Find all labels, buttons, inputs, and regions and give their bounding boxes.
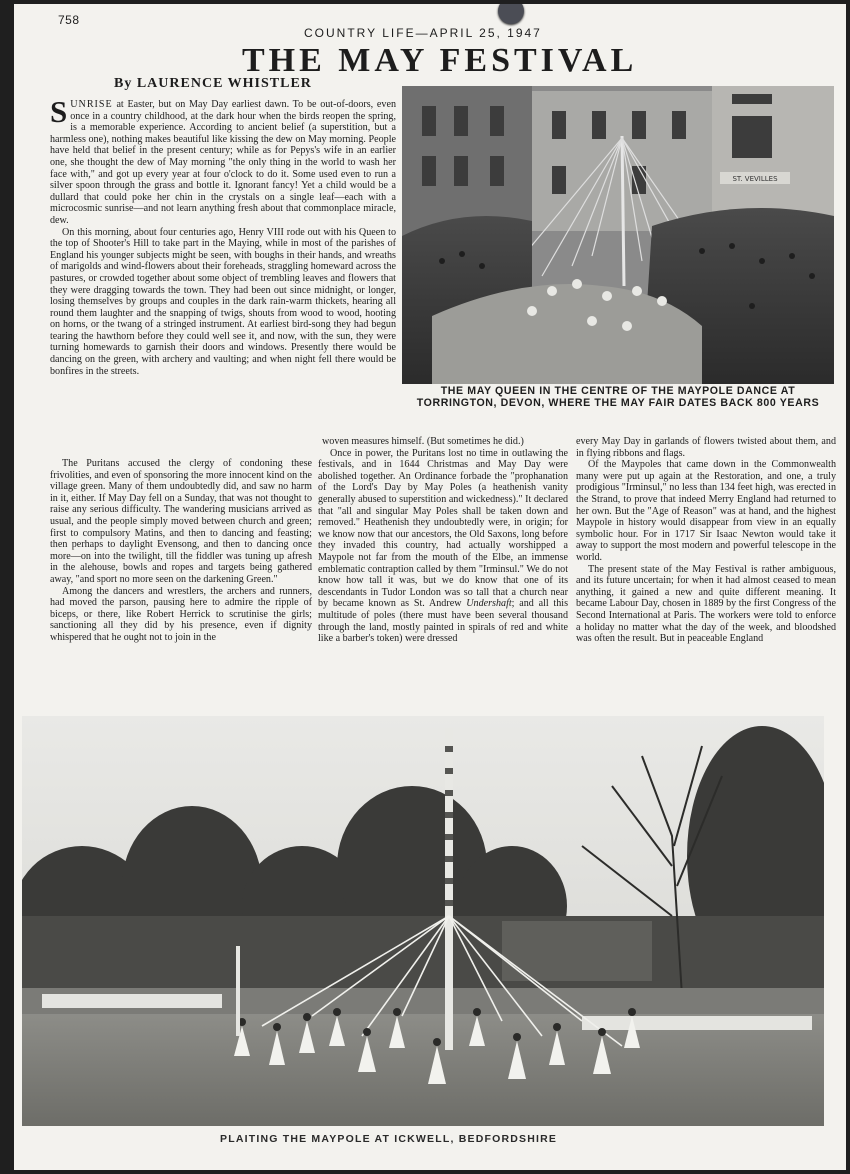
paragraph (318, 448, 568, 645)
paragraph: The present state of the May Festival is rather ambiguous, and its future uncertain; for when it had almost ceased to mean anything, it gained a new and quite different meaning. It became Labour Day, chosen in 1889 by the first Congress of the Second International at Paris. The workers were told to enforce a holiday no matter what the day of the week, and bloodshed was often the result. But in peaceable England (576, 563, 836, 645)
maypole-village-green-image (22, 716, 824, 1126)
drop-cap: S (50, 99, 68, 129)
paragraph: The Puritans accused the clergy of condoning these frivolities, and even of sponsoring the more innocent kind on the village green. Many of them undoubtedly did, and saw no harm in it, either. If May Day fell on a Sunday, that was not thought to raise any serious difficulty. The wandering musicians arrived as usual, and the people simply moved between church and green; first to compulsory Matins, and then to dancing and feasting; then perhaps to daylight Evensong, and then to dancing once more—on into the twilight, till the fiddler was tuning up afresh in the alehouse, bowls and ropes and targets being gathered away, "and sport no more seen on the darkening Green." (50, 458, 312, 585)
paragraph: On this morning, about four centuries ago, Henry VIII rode out with his Queen to the top of Shooter's Hill to take part in the Maying, while in most of the parishes of England his younger subjects might be seen, with boughs in their hands, and wreaths of marigolds and wind-flowers about their foreheads, straggling homeward across the pastures, or crowded together about some object of trembling leaves and flowers that they were dragging towards the town. They had been out since midnight, or longer, losing themselves by groups and couples in the dark rain-warm thickets, hearing all round them laughter and the snapping of twigs, shouts from wood to wood, hooting on horns, or the twang of a stringed instrument. At earliest bird-song they had begun tearing the hawthorn before they could well see it, and now, with the sun, they were turning homewards to garnish their doors and windows. Presently there would be dancing on the green, with archery and vaulting; and when night fell there would be bonfires in the streets. (50, 226, 396, 377)
paragraph-text: Once in power, the Puritans lost no time in outlawing the festivals, and in 1644 Christmas and May Day were abolished together. An Ordinance forbade the "prophanation of the Lord's Day by May Poles (a heathenish vanity generally abused to superstition and wickedness)." It declared that "all and singular May Poles shall be taken down and removed." Heathenish they undoubtedly were, in origin; for we know now that our ancestors, the Old Saxons, long before they invaded this country, had actually worshipped a Maypole not far from the mouth of the Elbe, an immense emblematic contraption called by them "Irminsul." We do not know how tall it was, but we do know that one of its descendants in Tudor London was so tall that a church near by became known as St. Andrew (318, 447, 568, 610)
paragraph: woven measures himself. (But sometimes he did.) (322, 436, 524, 447)
thumbtack-icon (498, 4, 524, 24)
paragraph: Among the dancers and wrestlers, the archers and runners, had moved the parson, pausing here to admire the ripple of biceps, or there, like Robert Herrick to scrutinise the girls; sanctioning all they did by his presence, even if dignity whispered that he ought not to join in the (50, 585, 312, 643)
photo-caption-torrington: THE MAY QUEEN IN THE CENTRE OF THE MAYPOLE DANCE AT TORRINGTON, DEVON, WHERE THE MAY FAIR DATES BACK 800 YEARS (416, 385, 820, 409)
photo-caption-ickwell: PLAITING THE MAYPOLE AT ICKWELL, BEDFORDSHIRE (220, 1133, 558, 1145)
magazine-page (14, 4, 846, 1170)
paragraph-text: ; and all this multitude of poles (there must have been several thousand through the land, mostly painted in spirals of red and white like a barber's token) were dressed (318, 598, 568, 645)
running-head: COUNTRY LIFE—APRIL 25, 1947 (304, 26, 542, 40)
photo-torrington-maypole (402, 86, 834, 384)
page-number: 758 (58, 13, 80, 27)
maypole-street-scene-image (402, 86, 834, 384)
small-caps-lead: UNRISE (70, 99, 113, 110)
text-column-2 (50, 458, 312, 714)
paragraph (50, 99, 396, 227)
text-column-1 (50, 99, 396, 460)
byline: By LAURENCE WHISTLER (114, 76, 312, 91)
article-title: THE MAY FESTIVAL (242, 42, 638, 79)
text-column-4 (576, 436, 836, 714)
paragraph: every May Day in garlands of flowers twisted about them, and in flying ribbons and flags. (576, 436, 836, 459)
paragraph: Of the Maypoles that came down in the Commonwealth many were put up again at the Restoration, and one, a truly prodigious "Irminsul," no less than 134 feet high, was erected in the Strand, to prove that indeed Merry England had returned to her own. But the "Age of Reason" was at hand, and the highest Maypole in history would disappear from view in an equally symbolic hour. For in 1717 Sir Isaac Newton would take it away to support the most modern and powerful telescope in the world. (576, 459, 836, 563)
photo-ickwell-maypole (22, 716, 824, 1126)
italic-text: Undershaft (466, 598, 512, 610)
paragraph-text: at Easter, but on May Day earliest dawn. To be out-of-doors, even once in a country childhood, at the dark hour when the birds reopen the spring, is a memorable experience. According to ancient belief (a superstition, but a harmless one), nothing makes beautiful like kissing the dew on May morning. People have held that belief in the present century; while as for Pepys's wife in an earlier one, she thought the dew of May morning "the only thing in the world to wash her face with," and got up every year at four o'clock to do it. Some used even to run a silver spoon through the grass and bottle it. Ignorant fancy! Yet a child would be a dullard that could poke her chin in the crystals on a single leaf—each with a microcosmic sunrise—and not learn anything fresh about that commonplace miracle, dew. (50, 99, 396, 226)
shop-sign-text: ST. VEVILLES (732, 175, 778, 183)
text-column-3 (318, 436, 568, 714)
